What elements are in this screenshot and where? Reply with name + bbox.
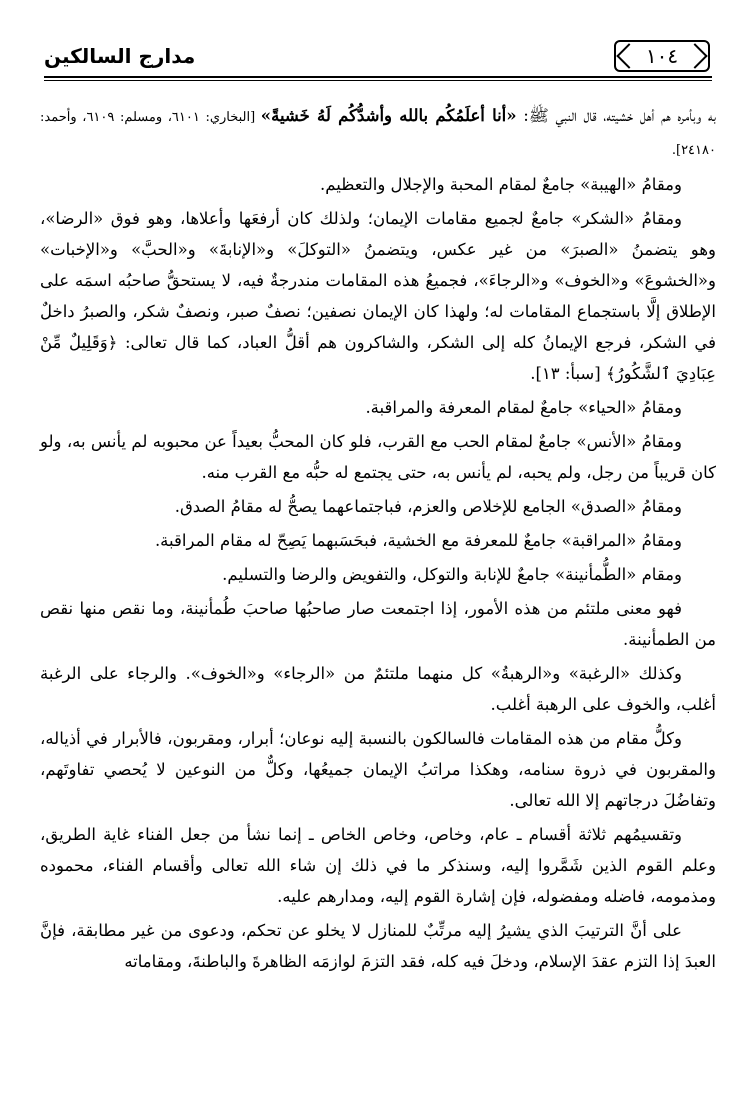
paragraph-9: فهو معنى ملتئم من هذه الأمور، إذا اجتمعت صار صاحبُها صاحبَ طُمأنينة، وما نقص منها نقص من الطمأنينة.: [40, 599, 716, 649]
paragraph-11: وكلُّ مقام من هذه المقامات فالسالكون بالنسبة إليه نوعان؛ أبرار، ومقربون، فالأبرار في أذياله، والمقربون في ذروة سنامه، وهكذا مراتبُ الإيمان جميعُها، وكلٌّ من النوعين لا يُحصي تفاوتَهم، وتفاضُلَ درجاتهم إلا الله تعالى.: [40, 729, 716, 810]
page-number-frame: [614, 40, 710, 72]
header-rule-thin: [44, 80, 712, 81]
header-rule: [44, 76, 712, 78]
page-header: [44, 36, 712, 80]
paragraph-1-text: به وبأمره هم أهل خشيته، قال النبي ﷺ:: [516, 106, 717, 125]
paragraph-8: ومقام «الطُّمأنينة» جامعٌ للإنابة والتوكل، والتفويض والرضا والتسليم.: [222, 565, 682, 584]
paragraph-10: وكذلك «الرغبة» و«الرهبةُ» كل منهما ملتئمٌ من «الرجاء» و«الخوف». والرجاء على الرغبة أغلب، والخوف على الرهبة أغلب.: [40, 664, 716, 714]
paragraph-7: ومقامُ «المراقبة» جامعٌ للمعرفة مع الخشية، فبحَسَبهما يَصِحّ له مقام المراقبة.: [154, 531, 682, 550]
paragraph-3: ومقامُ «الشكر» جامعٌ لجميع مقامات الإيمان؛ ولذلك كان أرفعَها وأعلاها، وهو فوق «الرضا»، وهو يتضمنُ «الصبرَ» من غير عكس، ويتضمنُ «التوكلَ» و«الإنابةَ» و«الحبَّ» و«الإخبات» و«الخشوعَ» و«الخوف» و«الرجاءَ»، فجميعُ هذه المقامات مندرجةٌ فيه، لا يستحقُّ صاحبُه اسمَه على الإطلاق إلَّا باستجماع المقامات له؛ ولهذا كان الإيمان نصفين؛ نصفٌ صبر، ونصفٌ شكر، والصبرُ داخلٌ في الشكر، فرجع الإيمانُ كله إلى الشكر، والشاكرون هم أقلُّ العباد، كما قال تعالى: ﴿وَقَلِيلٌ مِّنْ عِبَادِيَ ٱلشَّكُورُ﴾ [سبأ: ١٣].: [40, 209, 716, 383]
paragraph-13: على أنَّ الترتيبَ الذي يشيرُ إليه مرتِّبٌ للمنازل لا يخلو عن تحكم، ودعوى من غير مطابقة، فإنَّ العبدَ إذا التزم عقدَ الإسلام، ودخلَ فيه كله، فقد التزمَ لوازمَه الظاهرةَ والباطنةَ، ومقاماته: [40, 921, 716, 971]
page-number: ١٠٤: [645, 44, 679, 68]
hadith-reference: [البخاري: ٦١٠١، ومسلم: ٦١٠٩، وأحمد: ٢٤١٨٠].: [40, 110, 716, 158]
paragraph-12: وتقسيمُهم ثلاثة أقسام ـ عام، وخاص، وخاص الخاص ـ إنما نشأ من جعل الفناء غاية الطريق، وعلم القوم الذين شَمَّروا إليه، وسنذكر ما في ذلك إن شاء الله تعالى وأقسام الفناء، محموده ومذمومه، فاضله ومفضوله، فإن إشارة القوم إليه، ومدارهم عليه.: [40, 825, 716, 906]
paragraph-5: ومقامُ «الأنس» جامعٌ لمقام الحب مع القرب، فلو كان المحبُّ بعيداً عن محبوبه لم يأنس به، ولو كان قريباً من رجل، ولم يحبه، لم يأنس به، حتى يجتمع له حبُّه مع القرب منه.: [40, 432, 716, 482]
paragraph-4: ومقامُ «الحياء» جامعٌ لمقام المعرفة والمراقبة.: [365, 398, 682, 417]
running-title: مدارج السالكين: [44, 44, 196, 68]
paragraph-1: [40, 100, 716, 166]
paragraph-2: ومقامُ «الهيبة» جامعٌ لمقام المحبة والإجلال والتعظيم.: [320, 175, 682, 194]
hadith-quote: «أنا أعلَمُكُم بالله وأشدُّكُم لَهُ خَشيةً»: [260, 106, 517, 125]
body-text: [40, 100, 716, 980]
paragraph-6: ومقامُ «الصدق» الجامع للإخلاص والعزم، فباجتماعهما يصحُّ له مقامُ الصدق.: [174, 497, 682, 516]
